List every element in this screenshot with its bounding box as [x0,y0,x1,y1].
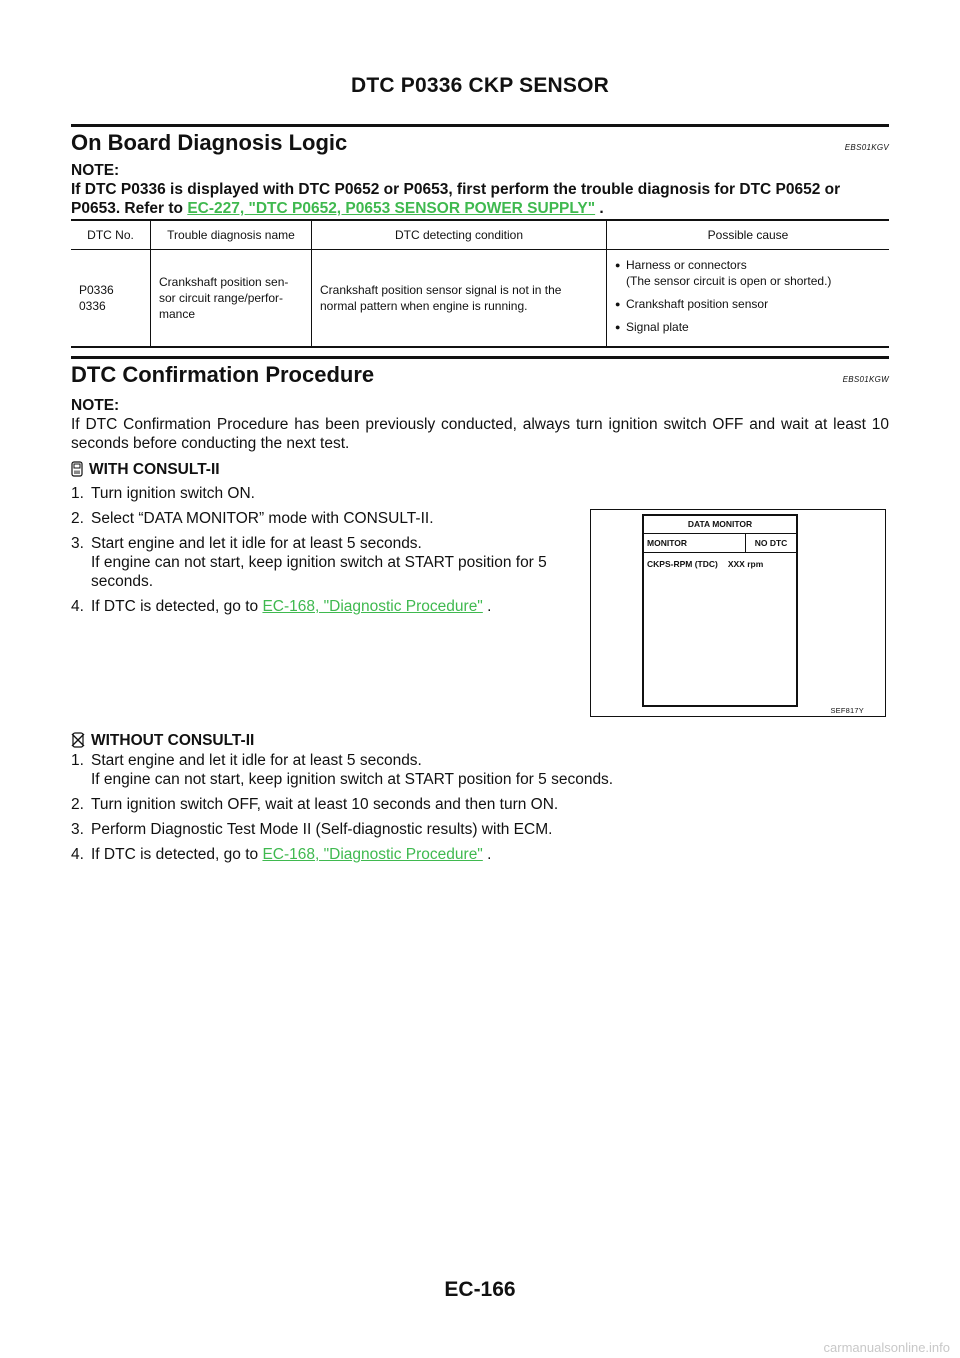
list-item [71,484,591,503]
list-item [71,509,591,528]
section-title-text: DTC Confirmation Procedure [71,362,375,387]
screen-item-value: XXX rpm [727,559,764,569]
list-item [71,751,889,789]
section-code: EBS01KGW [842,375,889,384]
obd-note-text: If DTC P0336 is displayed with DTC P0652 or P0653, first perform the trouble diagnosis for DTC P0652 or P0653. Refer to [71,181,841,217]
without-consult-heading-text: WITHOUT CONSULT-II [91,732,255,749]
diagnostic-procedure-link[interactable]: EC-168, "Diagnostic Procedure" [262,846,483,863]
screen-col-monitor: MONITOR [644,534,746,552]
cause-text: Harness or connectors [626,258,747,272]
step-text: Start engine and let it idle for at least 5 seconds. [91,535,422,552]
section-code: EBS01KGV [844,143,889,152]
step-text: If DTC is detected, go to [91,598,263,615]
section-title-confirm [71,356,889,388]
step-number: 1. [71,752,84,769]
screen-item-label: CKPS-RPM (TDC) [647,559,718,569]
without-consult-steps [71,751,889,870]
figure-id: SEF817Y [830,706,864,715]
consult-screen [642,514,798,707]
list-item [71,820,889,839]
cause-item: ● Signal plate [615,319,881,335]
table-row [71,250,889,348]
list-item [71,795,889,814]
section-title-text: On Board Diagnosis Logic [71,130,348,155]
data-monitor-figure [590,509,886,717]
screen-header-row [644,534,796,553]
step-number: 3. [71,535,84,552]
without-consult-heading [71,731,254,750]
with-consult-heading [71,460,220,479]
obd-note [71,180,889,218]
cause-item: ● Crankshaft position sensor [615,296,881,312]
with-consult-steps [71,484,591,622]
confirm-note-label: NOTE: [71,397,120,414]
with-consult-heading-text: WITH CONSULT-II [89,461,220,478]
page-header-title: DTC P0336 CKP SENSOR [350,74,610,97]
col-possible-cause: Possible cause [607,220,890,250]
step-text: Select “DATA MONITOR” mode with CONSULT-II. [91,510,434,527]
no-tester-icon [71,732,85,748]
col-diagnosis-name: Trouble diagnosis name [151,220,312,250]
screen-title: DATA MONITOR [644,516,796,534]
obd-note-link[interactable]: EC-227, "DTC P0652, P0653 SENSOR POWER SUPPLY" [187,200,596,217]
step-number: 3. [71,821,84,838]
consult-tester-icon [71,461,83,477]
col-dtc-no: DTC No. [71,220,151,250]
step-number: 4. [71,846,84,863]
step-text: If DTC is detected, go to [91,846,263,863]
watermark: carmanualsonline.info [823,1340,950,1355]
step-number: 2. [71,510,84,527]
step-number: 4. [71,598,84,615]
list-item [71,845,889,864]
cell-possible-cause [607,250,890,348]
step-number: 1. [71,485,84,502]
cause-subtext: (The sensor circuit is open or shorted.) [626,274,832,288]
step-text: Turn ignition switch ON. [91,485,255,502]
step-text: Perform Diagnostic Test Mode II (Self-diagnostic results) with ECM. [91,821,553,838]
dtc-code-2: 0336 [79,299,106,313]
step-end: . [482,846,492,863]
step-number: 2. [71,796,84,813]
step-end: . [482,598,492,615]
step-text: Turn ignition switch OFF, wait at least 10 seconds and then turn ON. [91,796,559,813]
list-item [71,534,591,591]
diagnostic-procedure-link[interactable]: EC-168, "Diagnostic Procedure" [262,598,483,615]
screen-item [644,556,796,572]
section-title-obd [71,124,889,156]
cell-detecting-condition: Crankshaft position sensor signal is not in the normal pattern when engine is running. [312,250,607,348]
confirm-note-text: If DTC Confirmation Procedure has been previously conducted, always turn ignition switch OFF and wait at least 10 seconds before conducting the next test. [71,416,889,452]
dtc-table [71,219,889,348]
step-continuation: If engine can not start, keep ignition switch at START position for 5 seconds. [91,771,614,788]
table-header-row [71,220,889,250]
col-detecting-condition: DTC detecting condition [312,220,607,250]
step-text: Start engine and let it idle for at least 5 seconds. [91,752,422,769]
page-number: EC-166 [444,1278,516,1301]
obd-note-label: NOTE: [71,162,120,179]
obd-note-end: . [595,200,604,217]
screen-col-status: NO DTC [754,538,788,548]
dtc-code-1: P0336 [79,283,114,297]
step-continuation: If engine can not start, keep ignition switch at START position for 5 seconds. [91,554,547,590]
cell-dtc-no [71,250,151,348]
list-item [71,597,591,616]
cell-diagnosis-name: Crankshaft position sen-sor circuit range/perfor-mance [151,250,312,348]
cause-item [615,257,881,289]
